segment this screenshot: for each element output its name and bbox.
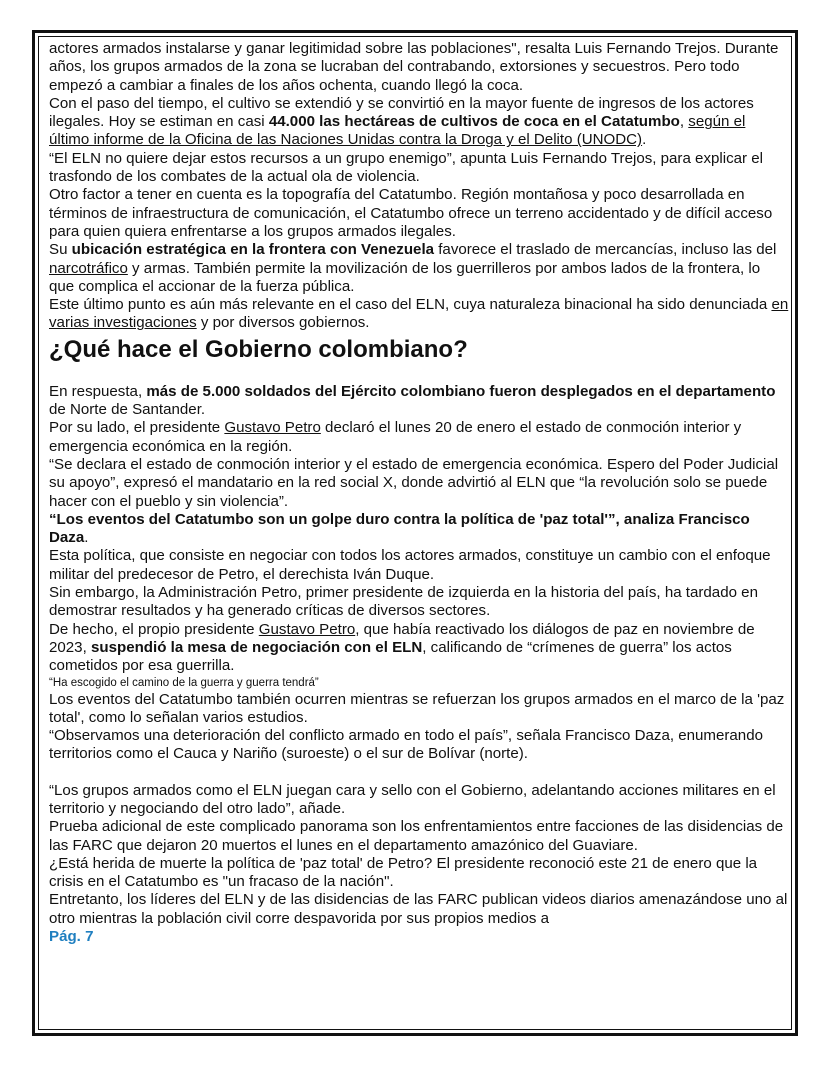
gustavo-petro-link[interactable]: Gustavo Petro	[258, 620, 356, 638]
pull-quote: “Ha escogido el camino de la guerra y guerra tendrá”	[49, 676, 319, 689]
spacer	[49, 764, 789, 782]
paragraph: “El ELN no quiere dejar estos recursos a un grupo enemigo”, apunta Luis Fernando Trejos, para explicar el trasfondo de los combates de la actual ola de violencia.	[49, 149, 763, 186]
section-heading: ¿Qué hace el Gobierno colombiano?	[49, 335, 468, 363]
paragraph: Los eventos del Catatumbo también ocurren mientras se refuerzan los grupos armados en el marco de la 'paz total', como lo señalan varios estudios.	[49, 690, 785, 726]
investigaciones-link[interactable]: en varias investigaciones	[49, 296, 789, 332]
paragraph: De hecho, el propio presidente Gustavo Petro, que había reactivado los diálogos de paz en noviembre de 2023, suspendió la mesa de negociación con el ELN, calificando de “crímenes de guerra” los actos cometidos por esa guerrilla.	[49, 620, 755, 675]
paragraph: “Los grupos armados como el ELN juegan cara y sello con el Gobierno, adelantando acciones militares en el territorio y negociando del otro lado”, añade.	[49, 781, 776, 817]
paragraph: Esta política, que consiste en negociar con todos los actores armados, constituye un cambio con el enfoque militar del predecesor de Petro, el derechista Iván Duque.	[49, 547, 771, 583]
article-body	[49, 40, 789, 946]
gustavo-petro-link[interactable]: Gustavo Petro	[224, 419, 321, 437]
paragraph: Entretanto, los líderes del ELN y de las disidencias de las FARC publican videos diarios amenazándose uno al otro mientras la población civil corre despavorida por sus propios medios a	[49, 891, 788, 927]
paragraph: Su ubicación estratégica en la frontera con Venezuela favorece el traslado de mercancías, incluso las del narcotráfico y armas. También permite la movilización de los guerrilleros por ambos lados de la frontera, lo que complica el accionar de la fuerza pública.	[49, 241, 777, 295]
paragraph: Por su lado, el presidente Gustavo Petro declaró el lunes 20 de enero el estado de conmoción interior y emergencia económica en la región.	[49, 419, 742, 455]
unodc-report-link[interactable]: según el último informe de la Oficina de las Naciones Unidas contra la Droga y el Delito (UNODC)	[49, 113, 746, 149]
paragraph: Otro factor a tener en cuenta es la topografía del Catatumbo. Región montañosa y poco desarrollada en términos de infraestructura de comunicación, el Catatumbo ofrece un terreno accidentado y de difícil acceso para quien quiera enfrentarse a los grupos armados ilegales.	[49, 186, 773, 240]
paragraph: En respuesta, más de 5.000 soldados del Ejército colombiano fueron desplegados en el departamento de Norte de Santander.	[49, 382, 776, 419]
paragraph: Sin embargo, la Administración Petro, primer presidente de izquierda en la historia del país, ha tardado en demostrar resultados y ha generado críticas de diversos sectores.	[49, 584, 758, 620]
paragraph: Con el paso del tiempo, el cultivo se extendió y se convirtió en la mayor fuente de ingresos de los actores ilegales. Hoy se estiman en casi 44.000 las hectáreas de cultivos de coca en el Catatumbo, según el último informe de la Oficina de las Naciones Unidas contra la Droga y el Delito (UNODC).	[49, 94, 754, 149]
paragraph: “Observamos una deterioración del conflicto armado en todo el país”, señala Francisco Daza, enumerando territorios como el Cauca y Nariño (suroeste) o el sur de Bolívar (norte).	[49, 727, 763, 763]
paragraph: “Los eventos del Catatumbo son un golpe duro contra la política de 'paz total'”, analiza Francisco Daza.	[49, 510, 750, 547]
paragraph: ¿Está herida de muerte la política de 'paz total' de Petro? El presidente reconoció este 21 de enero que la crisis en el Catatumbo es "un fracaso de la nación".	[49, 854, 758, 891]
paragraph: “Se declara el estado de conmoción interior y el estado de emergencia económica. Espero del Poder Judicial su apoyo”, expresó el mandatario en la red social X, donde advirtió al ELN que “la revolución solo se puede hacer con el pueblo y sin violencia”.	[49, 455, 779, 510]
paragraph: actores armados instalarse y ganar legitimidad sobre las poblaciones", resalta Luis Fernando Trejos. Durante años, los grupos armados de la zona se lucraban del contrabando, extorsiones y secuestros. Pero todo empezó a cambiar a finales de los años ochenta, cuando llegó la coca.	[49, 40, 779, 94]
narcotrafico-link[interactable]: narcotráfico	[49, 259, 128, 277]
page-number: Pág. 7	[49, 928, 94, 946]
paragraph: Prueba adicional de este complicado panorama son los enfrentamientos entre facciones de las disidencias de las FARC que dejaron 20 muertos el lunes en el departamento amazónico del Guaviare.	[49, 818, 784, 854]
paragraph: Este último punto es aún más relevante en el caso del ELN, cuya naturaleza binacional ha sido denunciada en varias investigaciones y por diversos gobiernos.	[49, 296, 789, 332]
